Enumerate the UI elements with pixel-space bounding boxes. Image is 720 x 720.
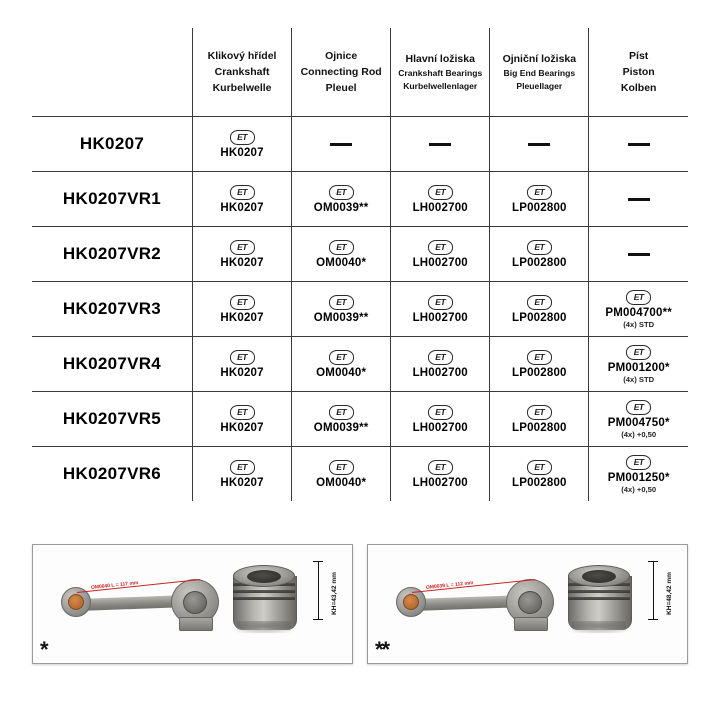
part-quantity-size: (4x) STD xyxy=(623,319,655,329)
part-number: LP002800 xyxy=(511,256,567,269)
table-cell xyxy=(193,172,292,227)
cell-content xyxy=(589,117,688,171)
table-cell xyxy=(589,117,688,172)
et-brand-logo-icon: ET xyxy=(230,185,255,200)
et-brand-logo-icon: ET xyxy=(329,460,354,475)
cell-content xyxy=(490,282,588,336)
cell-content xyxy=(292,172,390,226)
cell-content xyxy=(589,172,688,226)
table-cell xyxy=(193,447,292,502)
et-brand-logo-icon: ET xyxy=(428,240,453,255)
table-cell xyxy=(589,392,688,447)
cell-content xyxy=(490,392,588,446)
cell-content xyxy=(589,392,688,446)
table-cell xyxy=(490,282,589,337)
et-brand-logo-icon: ET xyxy=(230,240,255,255)
table-cell xyxy=(589,282,688,337)
table-cell xyxy=(292,172,391,227)
table-cell xyxy=(292,447,391,502)
column-header-crankshaft xyxy=(193,28,292,117)
table-cell xyxy=(490,392,589,447)
cell-content xyxy=(589,282,688,336)
cell-content xyxy=(391,227,489,281)
et-brand-logo-icon: ET xyxy=(329,405,354,420)
piston-height-dimension xyxy=(303,561,349,623)
column-header-cz: Hlavní ložiska xyxy=(405,52,475,65)
part-number: LP002800 xyxy=(511,366,567,379)
panel-photo-area xyxy=(394,549,686,659)
rod-dimension-line xyxy=(77,580,201,599)
et-brand-logo-icon: ET xyxy=(428,460,453,475)
table-cell xyxy=(490,117,589,172)
piston-shadow xyxy=(237,621,291,633)
cell-content xyxy=(193,227,291,281)
dash-icon xyxy=(528,143,550,146)
part-number: LH002700 xyxy=(412,476,468,489)
cell-content xyxy=(391,172,489,226)
part-number: OM0040* xyxy=(316,256,367,269)
table-cell xyxy=(292,337,391,392)
part-number: LH002700 xyxy=(412,201,468,214)
table-row xyxy=(32,392,688,447)
row-header-kit-code: HK0207VR4 xyxy=(32,337,193,392)
column-header-crankshaft-bearings xyxy=(391,28,490,117)
cell-content xyxy=(292,392,390,446)
table-cell xyxy=(193,282,292,337)
et-brand-logo-icon: ET xyxy=(626,400,651,415)
cell-content xyxy=(490,117,588,171)
cell-content xyxy=(292,447,390,501)
column-header-big-end-bearings xyxy=(490,28,589,117)
column-header-en: Crankshaft xyxy=(214,65,270,78)
table-cell xyxy=(292,117,391,172)
row-header-kit-code: HK0207VR2 xyxy=(32,227,193,282)
part-number: OM0040* xyxy=(316,476,367,489)
cell-content xyxy=(292,282,390,336)
parts-table xyxy=(32,28,688,501)
cell-content xyxy=(193,337,291,391)
et-brand-logo-icon: ET xyxy=(428,405,453,420)
table-cell xyxy=(193,117,292,172)
part-number: LP002800 xyxy=(511,201,567,214)
column-header-cz: Ojniční ložiska xyxy=(502,52,577,65)
et-brand-logo-icon: ET xyxy=(230,295,255,310)
column-header-en: Crankshaft Bearings xyxy=(398,67,483,78)
cell-content xyxy=(589,337,688,391)
connecting-rod-illustration xyxy=(396,571,556,633)
table-cell xyxy=(391,227,490,282)
part-number: PM004750* xyxy=(607,416,670,429)
cell-content xyxy=(292,117,390,171)
table-cell xyxy=(193,227,292,282)
table-cell xyxy=(292,392,391,447)
header-corner-blank xyxy=(32,28,193,117)
cell-content xyxy=(391,282,489,336)
cell-content xyxy=(490,337,588,391)
cell-content xyxy=(589,447,688,501)
part-number: LH002700 xyxy=(412,311,468,324)
et-brand-logo-icon: ET xyxy=(230,350,255,365)
dash-icon xyxy=(429,143,451,146)
part-number: OM0039** xyxy=(313,311,369,324)
piston-shadow xyxy=(572,621,626,633)
part-number: LP002800 xyxy=(511,476,567,489)
connecting-rod-illustration xyxy=(61,571,221,633)
table-cell xyxy=(589,337,688,392)
part-number: LH002700 xyxy=(412,366,468,379)
dash-icon xyxy=(628,198,650,201)
part-number: HK0207 xyxy=(220,256,264,269)
et-brand-logo-icon: ET xyxy=(329,295,354,310)
cell-content xyxy=(193,172,291,226)
column-header-cz: Ojnice xyxy=(325,49,358,62)
cell-content xyxy=(193,392,291,446)
part-number: HK0207 xyxy=(220,366,264,379)
row-header-kit-code: HK0207 xyxy=(32,117,193,172)
table-cell xyxy=(391,447,490,502)
column-header-de: Pleuellager xyxy=(516,81,563,92)
parts-compatibility-table xyxy=(32,28,688,501)
cell-content xyxy=(193,282,291,336)
column-header-cz: Klikový hřídel xyxy=(207,49,277,62)
dimension-tick-top xyxy=(313,561,323,562)
dimension-tick-bottom xyxy=(313,619,323,620)
et-brand-logo-icon: ET xyxy=(329,240,354,255)
dimension-vertical-line xyxy=(653,561,654,619)
row-header-kit-code: HK0207VR5 xyxy=(32,392,193,447)
table-row xyxy=(32,172,688,227)
row-header-kit-code: HK0207VR6 xyxy=(32,447,193,502)
et-brand-logo-icon: ET xyxy=(329,185,354,200)
part-number: OM0039** xyxy=(313,421,369,434)
reference-image-panels xyxy=(32,544,688,664)
cell-content xyxy=(490,227,588,281)
panel-single-star xyxy=(32,544,353,664)
column-header-en: Piston xyxy=(622,65,655,78)
column-header-connecting-rod xyxy=(292,28,391,117)
cell-content xyxy=(589,227,688,281)
table-row xyxy=(32,282,688,337)
et-brand-logo-icon: ET xyxy=(527,295,552,310)
et-brand-logo-icon: ET xyxy=(626,290,651,305)
table-header xyxy=(32,28,688,117)
table-cell xyxy=(391,172,490,227)
piston-height-dimension xyxy=(638,561,684,623)
dimension-tick-top xyxy=(648,561,658,562)
piston-illustration xyxy=(227,565,301,639)
table-row xyxy=(32,447,688,502)
panel-star-label: ** xyxy=(375,637,389,662)
piston-combustion-bowl xyxy=(247,570,281,583)
part-number: HK0207 xyxy=(220,421,264,434)
piston-ring-3 xyxy=(568,597,630,600)
table-cell xyxy=(391,337,490,392)
dash-icon xyxy=(330,143,352,146)
column-header-en: Connecting Rod xyxy=(300,65,382,78)
rod-bearing-cap xyxy=(514,617,548,631)
table-cell xyxy=(490,227,589,282)
piston-illustration xyxy=(562,565,636,639)
table-row xyxy=(32,337,688,392)
cell-content xyxy=(292,337,390,391)
table-cell xyxy=(391,282,490,337)
table-cell xyxy=(391,117,490,172)
part-quantity-size: (4x) +0,50 xyxy=(621,484,657,494)
column-header-de: Kurbelwellenlager xyxy=(403,81,478,92)
part-number: PM001250* xyxy=(607,471,670,484)
et-brand-logo-icon: ET xyxy=(428,185,453,200)
panel-photo-area xyxy=(59,549,351,659)
rod-bearing-cap xyxy=(179,617,213,631)
et-brand-logo-icon: ET xyxy=(329,350,354,365)
et-brand-logo-icon: ET xyxy=(428,295,453,310)
cell-content xyxy=(193,117,291,171)
cell-content xyxy=(490,172,588,226)
cell-content xyxy=(292,227,390,281)
part-number: HK0207 xyxy=(220,311,264,324)
cell-content xyxy=(391,337,489,391)
part-number: HK0207 xyxy=(220,146,264,159)
et-brand-logo-icon: ET xyxy=(527,240,552,255)
piston-height-label: KH=48,42 mm xyxy=(666,572,674,615)
et-brand-logo-icon: ET xyxy=(527,185,552,200)
table-body xyxy=(32,117,688,502)
part-quantity-size: (4x) STD xyxy=(623,374,655,384)
cell-content xyxy=(391,392,489,446)
dimension-vertical-line xyxy=(318,561,319,619)
table-cell xyxy=(292,227,391,282)
cell-content xyxy=(490,447,588,501)
column-header-de: Pleuel xyxy=(325,82,357,95)
part-number: PM001200* xyxy=(607,361,670,374)
piston-ring-2 xyxy=(233,590,295,593)
piston-height-label: KH=43,42 mm xyxy=(331,572,339,615)
part-number: PM004700** xyxy=(605,306,672,319)
column-header-cz: Píst xyxy=(629,49,649,62)
cell-content xyxy=(391,447,489,501)
table-row xyxy=(32,117,688,172)
table-cell xyxy=(193,392,292,447)
cell-content xyxy=(193,447,291,501)
piston-ring-2 xyxy=(568,590,630,593)
dash-icon xyxy=(628,253,650,256)
rod-dimension-label: OM0040 L = 117 mm xyxy=(90,580,139,591)
table-cell xyxy=(589,172,688,227)
part-number: LH002700 xyxy=(412,421,468,434)
table-cell xyxy=(193,337,292,392)
row-header-kit-code: HK0207VR1 xyxy=(32,172,193,227)
column-header-de: Kurbelwelle xyxy=(212,82,272,95)
et-brand-logo-icon: ET xyxy=(230,460,255,475)
dash-icon xyxy=(628,143,650,146)
part-number: OM0040* xyxy=(316,366,367,379)
column-header-en: Big End Bearings xyxy=(503,67,576,78)
panel-star-label: * xyxy=(40,637,47,662)
cell-content xyxy=(391,117,489,171)
et-brand-logo-icon: ET xyxy=(626,455,651,470)
et-brand-logo-icon: ET xyxy=(626,345,651,360)
row-header-kit-code: HK0207VR3 xyxy=(32,282,193,337)
et-brand-logo-icon: ET xyxy=(230,405,255,420)
rod-dimension-label: OM0039 L = 112 mm xyxy=(425,580,474,591)
column-header-de: Kolben xyxy=(620,82,657,95)
part-number: HK0207 xyxy=(220,476,264,489)
part-number: LH002700 xyxy=(412,256,468,269)
table-cell xyxy=(292,282,391,337)
part-number: LP002800 xyxy=(511,311,567,324)
table-header-row xyxy=(32,28,688,117)
part-number: OM0039** xyxy=(313,201,369,214)
et-brand-logo-icon: ET xyxy=(527,350,552,365)
column-header-piston xyxy=(589,28,688,117)
table-cell xyxy=(589,227,688,282)
et-brand-logo-icon: ET xyxy=(527,460,552,475)
part-quantity-size: (4x) +0,50 xyxy=(621,429,657,439)
part-number: HK0207 xyxy=(220,201,264,214)
part-number: LP002800 xyxy=(511,421,567,434)
et-brand-logo-icon: ET xyxy=(230,130,255,145)
table-cell xyxy=(589,447,688,502)
table-cell xyxy=(490,447,589,502)
piston-combustion-bowl xyxy=(582,570,616,583)
rod-dimension-line xyxy=(412,580,536,599)
et-brand-logo-icon: ET xyxy=(428,350,453,365)
table-cell xyxy=(391,392,490,447)
dimension-tick-bottom xyxy=(648,619,658,620)
table-row xyxy=(32,227,688,282)
panel-double-star xyxy=(367,544,688,664)
table-cell xyxy=(490,172,589,227)
piston-ring-3 xyxy=(233,597,295,600)
et-brand-logo-icon: ET xyxy=(527,405,552,420)
table-cell xyxy=(490,337,589,392)
